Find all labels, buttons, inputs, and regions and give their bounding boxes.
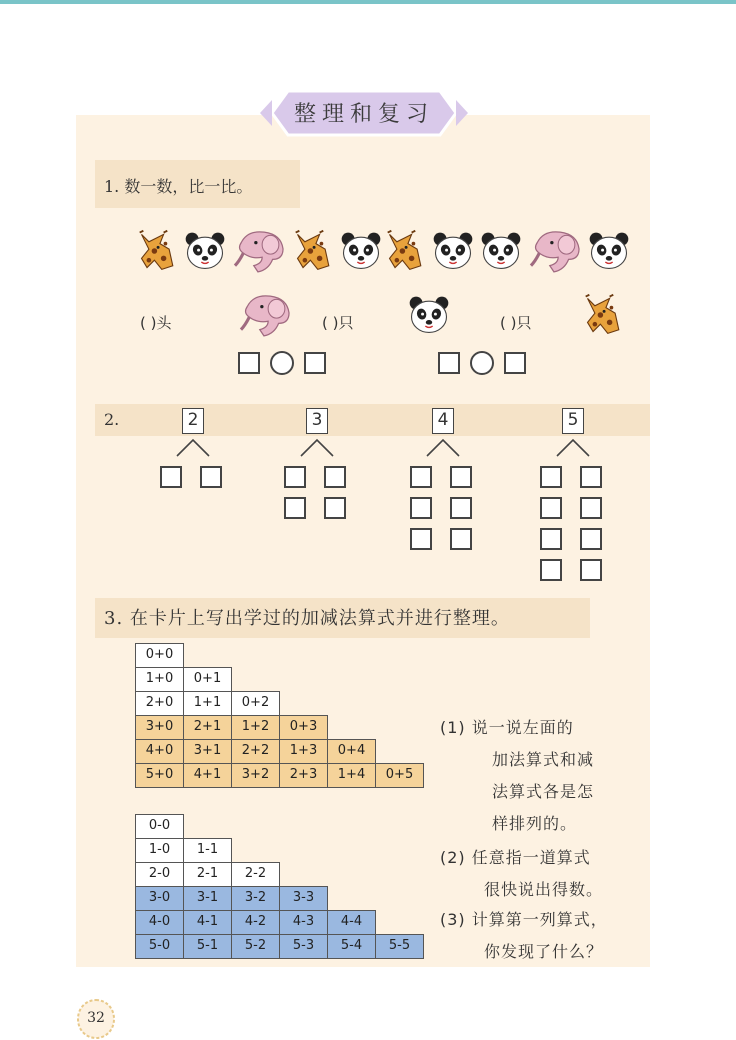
animal-panda — [338, 228, 384, 278]
title-banner — [258, 88, 470, 138]
giraffe-icon — [582, 292, 628, 338]
count-animal-panda — [406, 292, 452, 342]
addition-card: 4+0 — [135, 739, 184, 764]
panda-icon — [406, 292, 452, 338]
compare-box[interactable] — [504, 352, 526, 374]
addition-card: 3+1 — [183, 739, 232, 764]
subtraction-card: 5-2 — [231, 934, 280, 959]
animal-panda — [586, 228, 632, 278]
addition-card: 0+5 — [375, 763, 424, 788]
question-2-line-1: (2) 任意指一道算式 — [440, 848, 591, 867]
animal-panda — [182, 228, 228, 278]
count-animal-giraffe — [582, 292, 628, 342]
subtraction-card: 2-0 — [135, 862, 184, 887]
number-box: 2 — [182, 408, 204, 434]
answer-box[interactable] — [410, 528, 432, 550]
elephant-icon — [228, 228, 290, 274]
subtraction-card: 3-0 — [135, 886, 184, 911]
addition-card: 3+2 — [231, 763, 280, 788]
subtraction-card: 5-3 — [279, 934, 328, 959]
top-border-line — [0, 0, 736, 4]
answer-box[interactable] — [450, 466, 472, 488]
question-1-line-3: 法算式各是怎 — [492, 782, 595, 801]
answer-box[interactable] — [410, 497, 432, 519]
answer-box[interactable] — [410, 466, 432, 488]
answer-box[interactable] — [580, 559, 602, 581]
answer-box[interactable] — [540, 528, 562, 550]
compare-box[interactable] — [304, 352, 326, 374]
animal-giraffe — [292, 228, 338, 278]
giraffe-icon — [384, 228, 430, 274]
addition-card: 3+0 — [135, 715, 184, 740]
addition-card: 0+1 — [183, 667, 232, 692]
compare-circle[interactable] — [270, 351, 294, 375]
addition-card: 0+4 — [327, 739, 376, 764]
question-1-line-2: 加法算式和减 — [492, 750, 595, 769]
compare-circle[interactable] — [470, 351, 494, 375]
giraffe-icon — [292, 228, 338, 274]
answer-box[interactable] — [200, 466, 222, 488]
addition-card: 2+3 — [279, 763, 328, 788]
answer-box[interactable] — [540, 559, 562, 581]
subtraction-card: 4-2 — [231, 910, 280, 935]
count-animal-elephant — [232, 292, 298, 342]
answer-box[interactable] — [324, 466, 346, 488]
subtraction-card: 3-1 — [183, 886, 232, 911]
subtraction-card: 5-4 — [327, 934, 376, 959]
page-title: 整理和复习 — [293, 102, 434, 127]
animal-giraffe — [384, 228, 430, 278]
animal-elephant — [524, 228, 586, 278]
q3-label: 3. 在卡片上写出学过的加减法算式并进行整理。 — [104, 608, 510, 629]
panda-icon — [586, 228, 632, 274]
subtraction-card: 4-4 — [327, 910, 376, 935]
answer-box[interactable] — [540, 466, 562, 488]
animal-elephant — [228, 228, 290, 278]
elephant-icon — [232, 292, 298, 338]
compare-box[interactable] — [238, 352, 260, 374]
addition-card: 0+2 — [231, 691, 280, 716]
giraffe-icon — [136, 228, 182, 274]
page-number: 32 — [87, 1010, 105, 1026]
addition-card: 2+1 — [183, 715, 232, 740]
answer-box[interactable] — [450, 497, 472, 519]
subtraction-card: 5-1 — [183, 934, 232, 959]
addition-card: 1+0 — [135, 667, 184, 692]
answer-box[interactable] — [540, 497, 562, 519]
addition-card: 0+3 — [279, 715, 328, 740]
subtraction-card: 4-0 — [135, 910, 184, 935]
answer-box[interactable] — [284, 466, 306, 488]
subtraction-card: 2-1 — [183, 862, 232, 887]
count-blank[interactable]: ( )只 — [500, 314, 532, 332]
subtraction-card: 4-3 — [279, 910, 328, 935]
branch-lines — [423, 438, 463, 458]
answer-box[interactable] — [580, 466, 602, 488]
addition-card: 1+1 — [183, 691, 232, 716]
addition-card: 2+0 — [135, 691, 184, 716]
subtraction-card: 1-1 — [183, 838, 232, 863]
animal-panda — [478, 228, 524, 278]
subtraction-card: 4-1 — [183, 910, 232, 935]
q1-label: 1. 数一数，比一比。 — [104, 177, 253, 196]
answer-box[interactable] — [580, 528, 602, 550]
subtraction-card: 5-0 — [135, 934, 184, 959]
number-box: 5 — [562, 408, 584, 434]
addition-card: 0+0 — [135, 643, 184, 668]
subtraction-card: 5-5 — [375, 934, 424, 959]
addition-card: 1+2 — [231, 715, 280, 740]
animal-panda — [430, 228, 476, 278]
question-1-line-4: 样排列的。 — [492, 814, 578, 833]
count-blank[interactable]: ( )头 — [140, 314, 172, 332]
count-blank[interactable]: ( )只 — [322, 314, 354, 332]
compare-box[interactable] — [438, 352, 460, 374]
panda-icon — [430, 228, 476, 274]
branch-lines — [553, 438, 593, 458]
addition-card: 1+4 — [327, 763, 376, 788]
animal-giraffe — [136, 228, 182, 278]
subtraction-card: 3-2 — [231, 886, 280, 911]
answer-box[interactable] — [450, 528, 472, 550]
question-1-line-1: (1) 说一说左面的 — [440, 718, 574, 737]
q2-label: 2. — [104, 410, 120, 429]
number-box: 4 — [432, 408, 454, 434]
subtraction-card: 1-0 — [135, 838, 184, 863]
addition-card: 1+3 — [279, 739, 328, 764]
addition-card: 2+2 — [231, 739, 280, 764]
answer-box[interactable] — [324, 497, 346, 519]
panda-icon — [182, 228, 228, 274]
subtraction-card: 0-0 — [135, 814, 184, 839]
subtraction-card: 3-3 — [279, 886, 328, 911]
branch-lines — [173, 438, 213, 458]
subtraction-card: 2-2 — [231, 862, 280, 887]
number-box: 3 — [306, 408, 328, 434]
question-3-line-2: 你发现了什么？ — [484, 942, 604, 961]
elephant-icon — [524, 228, 586, 274]
answer-box[interactable] — [284, 497, 306, 519]
answer-box[interactable] — [580, 497, 602, 519]
question-3-line-1: (3) 计算第一列算式， — [440, 910, 608, 929]
addition-card: 5+0 — [135, 763, 184, 788]
question-2-line-2: 很快说出得数。 — [484, 880, 604, 899]
panda-icon — [338, 228, 384, 274]
panda-icon — [478, 228, 524, 274]
answer-box[interactable] — [160, 466, 182, 488]
branch-lines — [297, 438, 337, 458]
addition-card: 4+1 — [183, 763, 232, 788]
